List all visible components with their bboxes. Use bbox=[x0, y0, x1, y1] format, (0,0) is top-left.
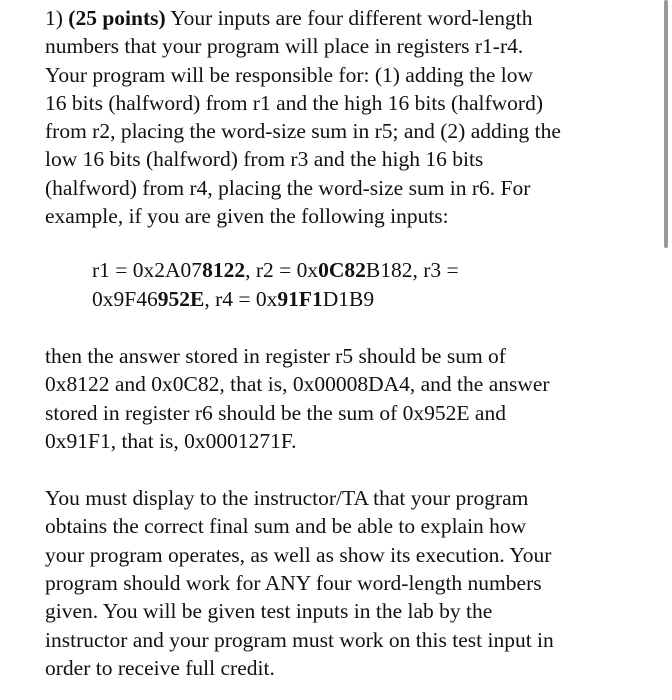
intro-line-6: low 16 bits (halfword) from r3 and the high 16 bits bbox=[45, 147, 484, 172]
answer-line-3: stored in register r6 should be the sum of 0x952E and bbox=[45, 400, 506, 425]
r1-value-prefix: r1 = 0x2A07 bbox=[92, 258, 203, 283]
answer-paragraph bbox=[45, 342, 645, 455]
vertical-scrollbar[interactable] bbox=[664, 0, 668, 248]
intro-line-1: Your inputs are four different word-length bbox=[170, 6, 533, 30]
spacer bbox=[45, 230, 645, 256]
r1-low-halfword: 8122 bbox=[202, 258, 246, 283]
requirements-line-6: instructor and your program must work on this test input in bbox=[45, 627, 554, 652]
requirements-line-5: given. You will be given test inputs in the lab by the bbox=[45, 599, 493, 624]
r2-value-suffix: B182, r3 = bbox=[365, 258, 459, 283]
problem-header-line bbox=[45, 4, 645, 32]
r2-value-prefix: , r2 = 0x bbox=[245, 258, 319, 283]
requirements-line-4: program should work for ANY four word-length numbers bbox=[45, 571, 542, 596]
requirements-line-7: order to receive full credit. bbox=[45, 655, 275, 680]
intro-line-2: numbers that your program will place in registers r1-r4. bbox=[45, 34, 524, 59]
r4-value-prefix: , r4 = 0x bbox=[204, 286, 278, 311]
inputs-line-1 bbox=[92, 256, 645, 284]
spacer bbox=[45, 313, 645, 342]
answer-line-4: 0x91F1, that is, 0x0001271F. bbox=[45, 428, 297, 453]
problem-intro-paragraph bbox=[45, 4, 645, 230]
problem-document bbox=[45, 4, 645, 682]
inputs-line-2 bbox=[92, 285, 645, 313]
intro-line-8: example, if you are given the following inputs: bbox=[45, 204, 449, 229]
r3-low-halfword: 952E bbox=[157, 286, 205, 311]
problem-points: (25 points) bbox=[68, 6, 166, 30]
requirements-line-2: obtains the correct final sum and be able to explain how bbox=[45, 514, 527, 539]
r4-value-suffix: D1B9 bbox=[322, 286, 375, 311]
intro-line-7: (halfword) from r4, placing the word-size sum in r6. For bbox=[45, 175, 531, 200]
problem-number: 1) bbox=[45, 6, 63, 30]
requirements-line-1: You must display to the instructor/TA that your program bbox=[45, 486, 529, 511]
intro-line-5: from r2, placing the word-size sum in r5; and (2) adding the bbox=[45, 119, 561, 144]
answer-line-1: then the answer stored in register r5 should be sum of bbox=[45, 343, 506, 368]
spacer bbox=[45, 455, 645, 484]
r4-high-halfword: 91F1 bbox=[277, 286, 323, 311]
requirements-line-3: your program operates, as well as show its execution. Your bbox=[45, 542, 552, 567]
requirements-paragraph bbox=[45, 484, 645, 682]
r3-value-prefix: 0x9F46 bbox=[92, 286, 158, 311]
intro-line-4: 16 bits (halfword) from r1 and the high 16 bits (halfword) bbox=[45, 90, 543, 115]
answer-line-2: 0x8122 and 0x0C82, that is, 0x00008DA4, and the answer bbox=[45, 372, 550, 397]
intro-line-3: Your program will be responsible for: (1) adding the low bbox=[45, 62, 534, 87]
r2-high-halfword: 0C82 bbox=[318, 258, 366, 283]
example-inputs bbox=[45, 256, 645, 313]
